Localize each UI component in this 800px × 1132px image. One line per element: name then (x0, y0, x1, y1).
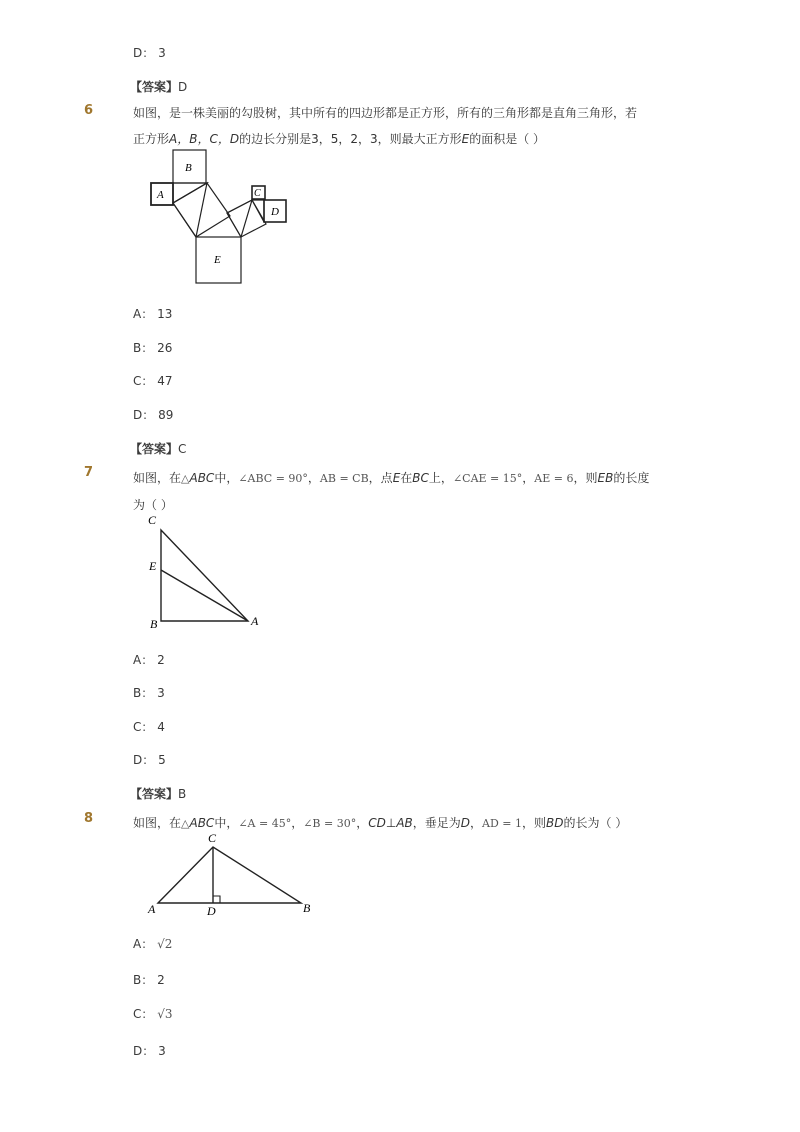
question-text-line2: 正方形A，B，C，D的边长分别是3，5，2，3，则最大正方形E的面积是（ ） (133, 132, 546, 146)
option-d: D： 89 (133, 408, 174, 422)
triangle-top-right (252, 200, 264, 222)
pythagoras-tree-figure (140, 140, 310, 290)
option-c: C： √3 (133, 1007, 173, 1021)
triangle-cba (161, 530, 248, 621)
option-b: B： 2 (133, 973, 165, 987)
label-b: B (150, 617, 158, 631)
segment-ea (161, 570, 248, 621)
label-d: D (271, 206, 279, 218)
label-b: B (185, 162, 192, 174)
label-a: A (157, 189, 164, 201)
label-c: C (254, 188, 261, 199)
right-angle-mark (213, 896, 220, 903)
label-d: D (207, 904, 216, 918)
label-c: C (148, 513, 157, 527)
label-a: A (148, 902, 156, 916)
option-a: A： 2 (133, 653, 165, 667)
label-a: A (251, 614, 259, 628)
option-a: A： √2 (133, 937, 173, 951)
triangle-abc-figure (140, 510, 270, 635)
answer: 【答案】B (130, 787, 187, 801)
label-c: C (208, 831, 217, 845)
option-d: D： 3 (133, 1044, 166, 1058)
question-text-line1: 如图，在△ABC中，∠ABC = 90°，AB = CB，点E在BC上，∠CAE = 15°，AE = 6，则EB的长度 (133, 471, 650, 485)
label-b: B (303, 901, 311, 915)
label-e: E (214, 254, 221, 266)
option-b: B： 3 (133, 686, 165, 700)
option-c: C： 47 (133, 374, 173, 388)
question-text-line1: 如图，是一株美丽的勾股树，其中所有的四边形都是正方形，所有的三角形都是直角三角形，若 (133, 106, 638, 120)
question-text-line2: 为（ ） (133, 498, 173, 512)
label-e: E (149, 559, 157, 573)
triangle-acb-figure (140, 828, 325, 920)
option-b: B： 26 (133, 341, 173, 355)
option-d: D： 5 (133, 753, 166, 767)
option-c: C： 4 (133, 720, 165, 734)
triangle-acb (158, 847, 301, 903)
question-number: 6 (84, 103, 94, 118)
triangle-top-left (173, 183, 207, 203)
question-number: 8 (84, 811, 94, 826)
question-text-line1: 如图，在△ABC中，∠A = 45°，∠B = 30°，CD⊥AB，垂足为D，AD = 1，则BD的长为（ ） (133, 816, 628, 830)
option-a: A： 13 (133, 307, 173, 321)
prev-option-d: D： 3 (133, 46, 166, 60)
prev-answer: 【答案】D (130, 80, 188, 94)
question-number: 7 (84, 465, 94, 480)
answer: 【答案】C (130, 442, 187, 456)
